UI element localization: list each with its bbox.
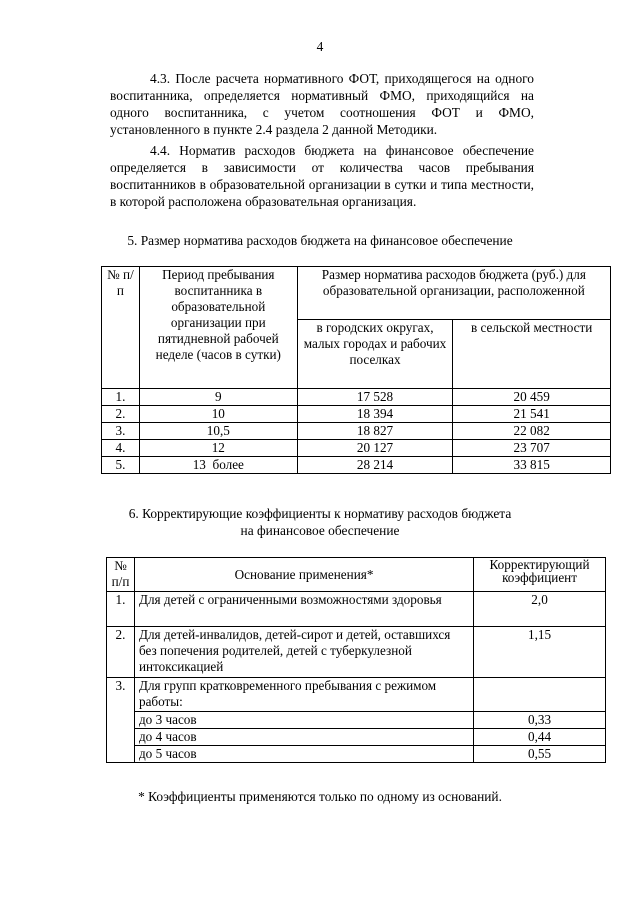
paragraph-4-3-text: 4.3. После расчета нормативного ФОТ, приходящегося на одного воспитанника, определяется нормативный ФМО, приходящийся на одного воспитанника, с учетом соотношения ФОТ и ФМО, установленного в пункте 2.4 раздела 2 данной Методики. [110, 71, 534, 137]
cell-hours: 12 [139, 440, 297, 457]
header-rural: в сельской местности [453, 320, 611, 389]
table-row [102, 423, 611, 440]
header-urban: в городских округах, малых городах и рабочих поселках [297, 320, 453, 389]
cell-rural: 22 082 [453, 423, 611, 440]
paragraph-4-4 [110, 142, 534, 210]
cell-num: 2. [102, 406, 140, 423]
cell-urban: 17 528 [297, 389, 453, 406]
budget-norm-table [101, 266, 611, 474]
paragraph-4-3 [110, 70, 534, 138]
coefficient-table [106, 557, 606, 763]
table-subrow [107, 746, 606, 763]
cell-coef: 0,33 [474, 712, 606, 729]
table-row [102, 406, 611, 423]
header-num: № п/п [102, 267, 140, 389]
table-row [102, 389, 611, 406]
cell-basis: Для детей с ограниченными возможностями здоровья [134, 592, 473, 627]
cell-num: 1. [102, 389, 140, 406]
cell-basis: Для детей-инвалидов, детей-сирот и детей, оставшихся без попечения родителей, детей с туберкулезной интоксикацией [134, 627, 473, 678]
cell-coef: 1,15 [474, 627, 606, 678]
cell-basis: Для групп кратковременного пребывания с режимом работы: [134, 678, 473, 712]
table-row [107, 592, 606, 627]
section-6-title-line2: на финансовое обеспечение [240, 523, 400, 538]
header-size: Размер норматива расходов бюджета (руб.) для образовательной организации, расположенной [297, 267, 610, 320]
cell-num: 3. [102, 423, 140, 440]
cell-basis: до 3 часов [134, 712, 473, 729]
footnote: * Коэффициенты применяются только по одному из оснований. [138, 789, 502, 804]
page-number: 4 [316, 39, 324, 54]
header-coef: Корректирующий коэффициент [474, 558, 606, 592]
cell-rural: 21 541 [453, 406, 611, 423]
cell-coef: 0,55 [474, 746, 606, 763]
cell-urban: 18 827 [297, 423, 453, 440]
cell-coef [474, 678, 606, 712]
cell-urban: 20 127 [297, 440, 453, 457]
cell-rural: 20 459 [453, 389, 611, 406]
cell-num: 4. [102, 440, 140, 457]
section-6-title [60, 505, 580, 539]
cell-rural: 33 815 [453, 457, 611, 474]
table-row [102, 457, 611, 474]
cell-num: 1. [107, 592, 135, 627]
cell-hours: 10 [139, 406, 297, 423]
cell-num: 2. [107, 627, 135, 678]
section-6-title-line1: 6. Корректирующие коэффициенты к нормативу расходов бюджета [128, 506, 512, 521]
table-subrow [107, 712, 606, 729]
cell-basis: до 5 часов [134, 746, 473, 763]
cell-rural: 23 707 [453, 440, 611, 457]
cell-basis: до 4 часов [134, 729, 473, 746]
cell-num: 5. [102, 457, 140, 474]
cell-coef: 0,44 [474, 729, 606, 746]
table-header-row [107, 558, 606, 592]
table-header-row [102, 267, 611, 320]
table-subrow [107, 729, 606, 746]
cell-hours: 13 более [139, 457, 297, 474]
cell-num: 3. [107, 678, 135, 763]
cell-urban: 18 394 [297, 406, 453, 423]
header-num: № п/п [107, 558, 135, 592]
cell-urban: 28 214 [297, 457, 453, 474]
table-row [102, 440, 611, 457]
cell-hours: 10,5 [139, 423, 297, 440]
header-period: Период пребывания воспитанника в образовательной организации при пятидневной рабочей неделе (часов в сутки) [139, 267, 297, 389]
section-5-title: 5. Размер норматива расходов бюджета на финансовое обеспечение [127, 233, 513, 248]
header-basis: Основание применения* [134, 558, 473, 592]
cell-coef: 2,0 [474, 592, 606, 627]
paragraph-4-4-text: 4.4. Норматив расходов бюджета на финансовое обеспечение определяется в зависимости от количества часов пребывания воспитанников в образовательной организации в сутки и типа местности, в которой расположена образовательная организация. [110, 143, 534, 209]
table-row [107, 678, 606, 712]
cell-hours: 9 [139, 389, 297, 406]
table-row [107, 627, 606, 678]
